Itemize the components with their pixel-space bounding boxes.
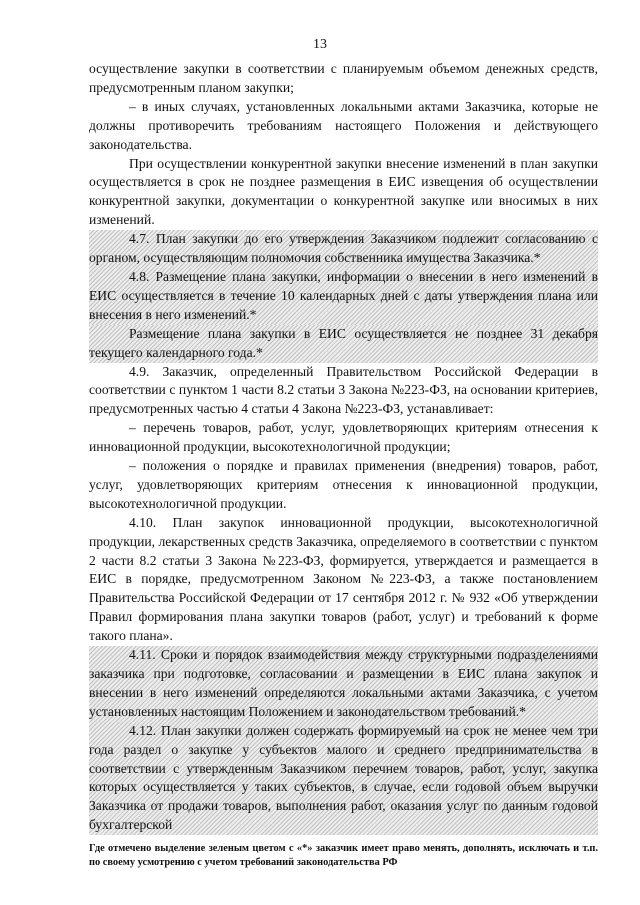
paragraph-4-8: 4.8. Размещение плана закупки, информации о внесении в него изменений в ЕИС осуществляется в течение 10 календарных дней с даты утверждения плана или внесения в него изменений.* xyxy=(89,268,598,325)
footnote: Где отмечено выделение зеленым цветом с «*» заказчик имеет право менять, дополнять, исключать и т.п. по своему усмотрению с учетом требований законодательства РФ xyxy=(89,843,598,868)
paragraph-4-7: 4.7. План закупки до его утверждения Заказчиком подлежит согласованию с органом, осуществляющим полномочия собственника имущества Заказчика.* xyxy=(89,230,598,268)
paragraph-4-10: 4.10. План закупок инновационной продукции, высокотехнологичной продукции, лекарственных средств Заказчика, определяемого в соответствии с пунктом 2 части 8.2 статьи 3 Закона №223-ФЗ, формируется, утверждается и размещается в ЕИС в порядке, предусмотренном Законом №223-ФЗ, а также постановлением Правительства Российской Федерации от 17 сентября 2012 г. № 932 «Об утверждении Правил формирования плана закупки товаров (работ, услуг) и требований к форме такого плана». xyxy=(89,514,598,644)
paragraph-eis-deadline: Размещение плана закупки в ЕИС осуществляется не позднее 31 декабря текущего календарного года.* xyxy=(89,325,598,363)
paragraph-competitive-changes: При осуществлении конкурентной закупки внесение изменений в план закупки осуществляется в срок не позднее размещения в ЕИС извещения об осуществлении конкурентной закупки, документации о конкурентной закупке или вносимых в них изменений. xyxy=(89,155,598,228)
page-number: 13 xyxy=(313,37,327,52)
list-item-innovation-rules: – положения о порядке и правилах применения (внедрения) товаров, работ, услуг, удовлетворяющих критериям отнесения к инновационной продукции, высокотехнологичной продукции. xyxy=(89,458,598,511)
paragraph-4-12: 4.12. План закупки должен содержать формируемый на срок не менее чем три года раздел о закупке у субъектов малого и среднего предпринимательства в соответствии с утвержденным Заказчиком перечнем товаров, работ, услуг, закупка которых осуществляется у таких субъектов, в случае, если годовой объем выручки Заказчика от продажи товаров, выполнения работ, оказания услуг по данным годовой бухгалтерской xyxy=(89,722,598,835)
list-item-innovation-list: – перечень товаров, работ, услуг, удовлетворяющих критериям отнесения к инновационной продукции, высокотехнологичной продукции; xyxy=(89,420,598,455)
paragraph-budget-continuation: осуществление закупки в соответствии с планируемым объемом денежных средств, предусмотренным планом закупки; xyxy=(89,61,598,95)
paragraph-4-11: 4.11. Сроки и порядок взаимодействия между структурными подразделениями заказчика при подготовке, согласовании и размещении в ЕИС плана закупок и внесении в него изменений определяются локальными актами Заказчика, с учетом установленных настоящим Положением и законодательством требований.* xyxy=(89,646,598,722)
body-text xyxy=(89,60,598,835)
paragraph-4-9: 4.9. Заказчик, определенный Правительством Российской Федерации в соответствии с пунктом 1 части 8.2 статьи 3 Закона №223-ФЗ, на основании критериев, предусмотренных частью 4 статьи 4 Закона №223-ФЗ, устанавливает: xyxy=(89,363,598,417)
paragraph-other-cases: – в иных случаях, установленных локальными актами Заказчика, которые не должны противоречить требованиям настоящего Положения и действующего законодательства. xyxy=(89,98,598,152)
